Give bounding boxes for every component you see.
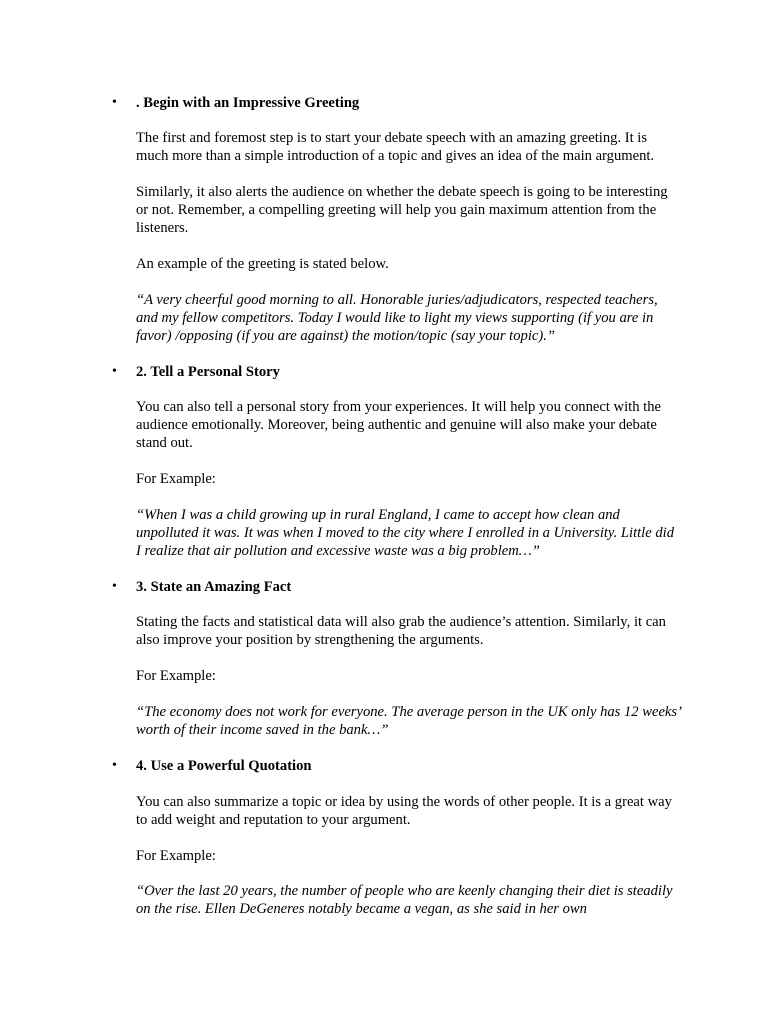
example-quote: “Over the last 20 years, the number of people who are keenly changing their diet is steadily on the rise. Ellen DeGeneres notably became a vegan, as she said in her own [136,883,673,917]
section-heading: . Begin with an Impressive Greeting [136,95,360,111]
paragraph: Similarly, it also alerts the audience on whether the debate speech is going to be interesting or not. Remember, a compelling greeting will help you gain maximum attention from the listeners. [136,184,668,236]
paragraph: For Example: [136,668,216,684]
bullet-marker: • [112,95,117,110]
paragraph: An example of the greeting is stated below. [136,256,389,272]
paragraph: Stating the facts and statistical data will also grab the audience’s attention. Similarly, it can also improve your position by strengthening the arguments. [136,614,666,648]
paragraph: For Example: [136,471,216,487]
paragraph: You can also tell a personal story from your experiences. It will help you connect with the audience emotionally. Moreover, being authentic and genuine will also make your debate stand out. [136,399,661,451]
paragraph: You can also summarize a topic or idea by using the words of other people. It is a great way to add weight and reputation to your argument. [136,794,672,828]
bullet-marker: • [112,579,117,594]
example-quote: “A very cheerful good morning to all. Honorable juries/adjudicators, respected teachers, and my fellow competitors. Today I would like to light my views supporting (if you are in favor) /opposing (if you are against) the motion/topic (say your topic).” [136,292,658,344]
section-heading: 3. State an Amazing Fact [136,579,292,595]
paragraph: For Example: [136,848,216,864]
paragraph: The first and foremost step is to start your debate speech with an amazing greeting. It is much more than a simple introduction of a topic and gives an idea of the main argument. [136,130,655,164]
section-heading: 4. Use a Powerful Quotation [136,758,312,774]
example-quote: “When I was a child growing up in rural England, I came to accept how clean and unpolluted it was. It was when I moved to the city where I enrolled in a University. Little did I realize that air pollution and excessive waste was a big problem…” [136,507,675,559]
bullet-marker: • [112,364,117,379]
example-quote: “The economy does not work for everyone. The average person in the UK only has 12 weeks’ worth of their income saved in the bank…” [136,704,681,738]
bullet-marker: • [112,758,117,773]
section-heading: 2. Tell a Personal Story [136,364,280,380]
